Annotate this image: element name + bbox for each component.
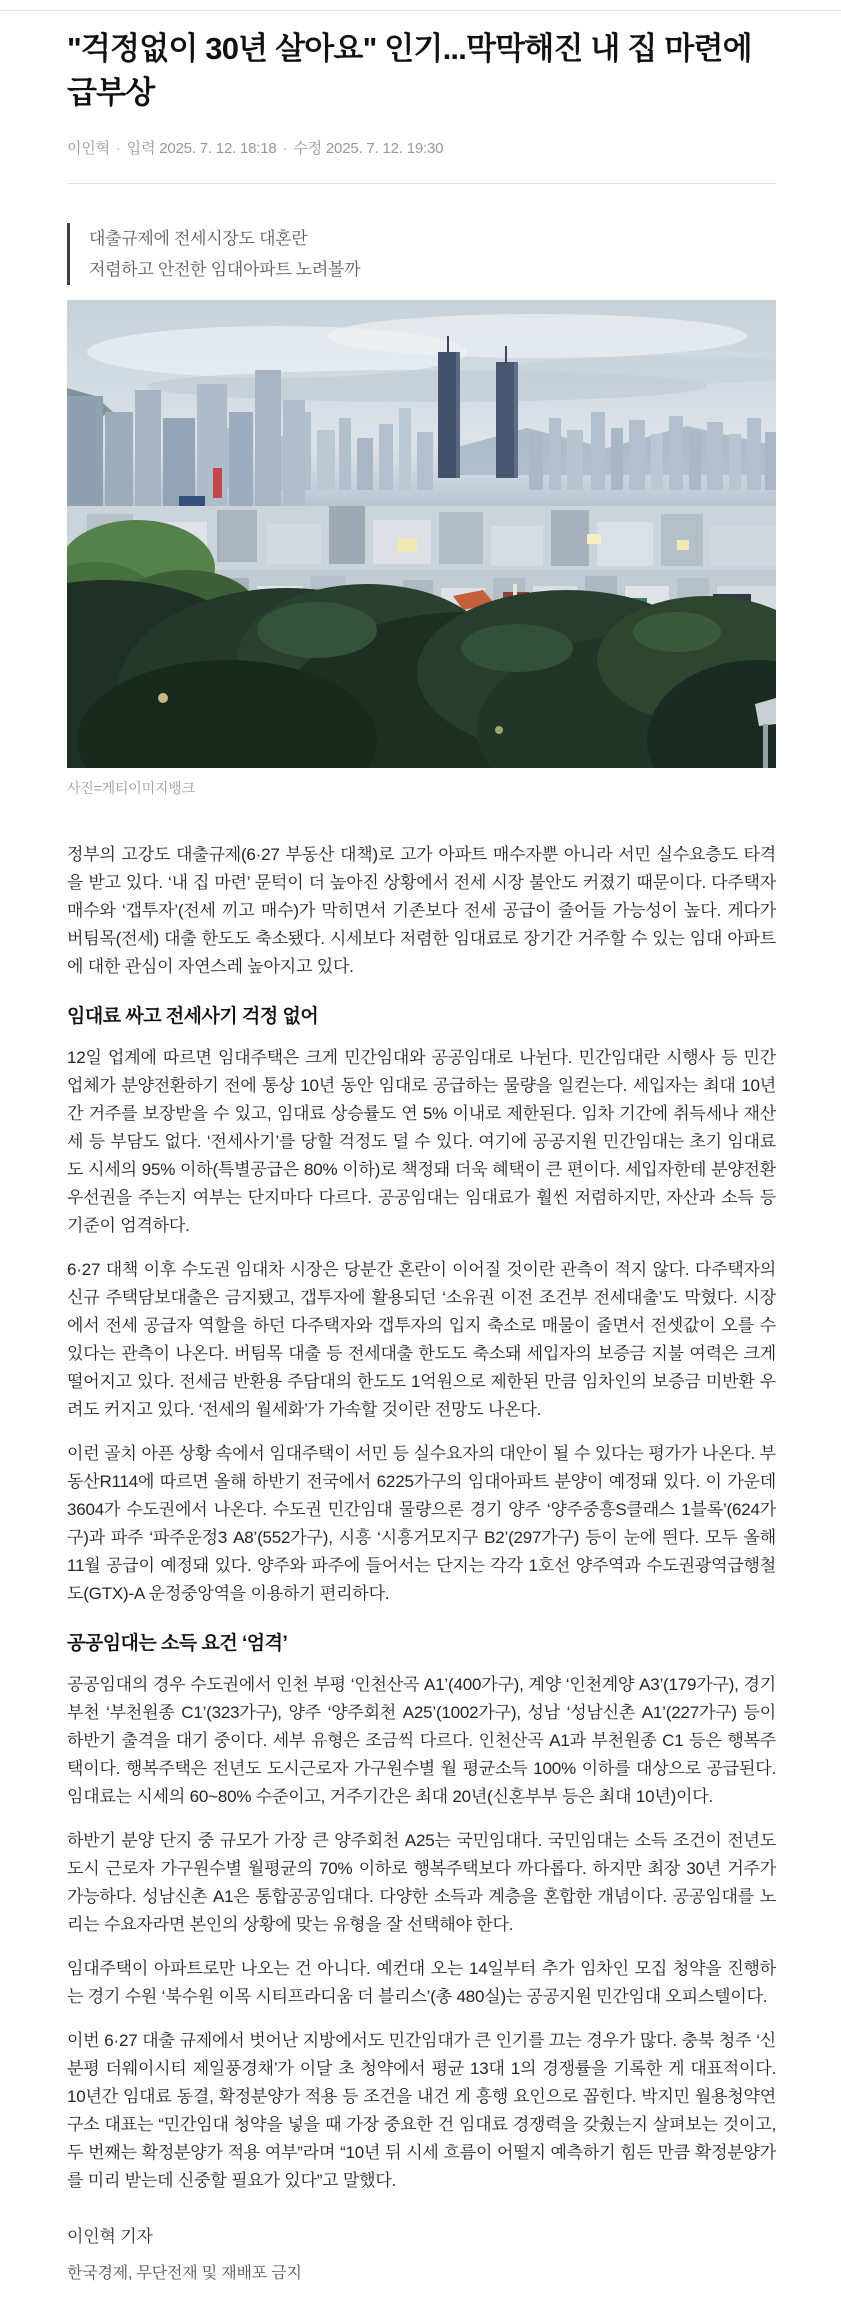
page-title: "걱정없이 30년 살아요" 인기...막막해진 내 집 마련에 급부상 — [67, 31, 752, 110]
lede-quote-line: 대출규제에 전세시장도 대혼란 — [89, 229, 308, 248]
cityscape-photo-illustration — [67, 300, 776, 768]
article-container — [67, 0, 776, 2283]
article-paragraph: 12일 업계에 따르면 임대주택은 크게 민간임대와 공공임대로 나뉜다. 민간임대란 시행사 등 민간 업체가 분양전환하기 전에 통상 10년 동안 임대로 공급하는 물량을 일컫는다. 세입자는 최대 10년간 거주를 보장받을 수 있고, 임대료 상승률도 연 5% 이내로 제한된다. 임차 기간에 취득세나 재산세 등 부담도 없다. ‘전세사기’를 당할 걱정도 덜 수 있다. 여기에 공공지원 민간임대는 초기 임대료도 시세의 95% 이하(특별공급은 80% 이하)로 책정돼 더욱 혜택이 큰 편이다. 세입자한테 분양전환 우선권을 주는지 여부는 단지마다 다르다. 공공임대는 임대료가 훨씬 저렴하지만, 자산과 소득 등 기준이 엄격하다. — [67, 1048, 776, 1235]
article-paragraph: 임대주택이 아파트로만 나오는 건 아니다. 예컨대 오는 14일부터 추가 임차인 모집 청약을 진행하는 경기 수원 ‘북수원 이목 시티프라디움 더 블리스’(총 480실)는 공공지원 민간임대 오피스텔이다. — [67, 1959, 776, 2006]
byline-published: 입력 2025. 7. 12. 18:18 — [126, 140, 277, 157]
lede-quote — [67, 223, 776, 285]
article-photo — [67, 300, 776, 768]
reporter-name: 이인혁 기자 — [67, 2227, 153, 2246]
article-paragraph: 6·27 대책 이후 수도권 임대차 시장은 당분간 혼란이 이어질 것이란 관측이 적지 않다. 다주택자의 신규 주택담보대출은 금지됐고, 갭투자에 활용되던 ‘소유권 이전 조건부 전세대출’도 막혔다. 시장에서 전세 공급자 역할을 하던 다주택자와 갭투자의 입지 축소로 매물이 줄면서 전셋값이 오를 수 있다는 관측이 나온다. 버팀목 대출 등 전세대출 한도도 축소돼 세입자의 보증금 지불 여력은 크게 떨어지고 있다. 전세금 반환용 주담대의 한도도 1억원으로 제한된 만큼 임차인의 보증금 미반환 우려도 커지고 있다. ‘전세의 월세화’가 가속할 것이란 전망도 나온다. — [67, 1260, 776, 1419]
section-heading: 공공임대는 소득 요건 ‘엄격’ — [67, 1633, 288, 1654]
copyright-notice: 한국경제, 무단전재 및 재배포 금지 — [67, 2265, 302, 2282]
byline — [67, 137, 776, 158]
article-figure — [67, 300, 776, 798]
page-top-divider — [0, 10, 841, 11]
article-paragraph: 하반기 분양 단지 중 규모가 가장 큰 양주회천 A25는 국민임대다. 국민임대는 소득 조건이 전년도 도시 근로자 가구원수별 월평균의 70% 이하로 행복주택보다 까다롭다. 하지만 최장 30년 거주가 가능하다. 성남신촌 A1은 통합공공임대다. 다양한 소득과 계층을 혼합한 개념이다. 공공임대를 노리는 수요자라면 본인의 상황에 맞는 유형을 잘 선택해야 한다. — [67, 1831, 776, 1934]
photo-caption: 사진=게티이미지뱅크 — [67, 780, 195, 796]
article-paragraph: 정부의 고강도 대출규제(6·27 부동산 대책)로 고가 아파트 매수자뿐 아니라 서민 실수요층도 타격을 받고 있다. ‘내 집 마련’ 문턱이 더 높아진 상황에서 전세 시장 불안도 커졌기 때문이다. 다주택자 매수와 ‘갭투자’(전세 끼고 매수)가 막히면서 기존보다 전세 공급이 줄어들 가능성이 높다. 게다가 버팀목(전세) 대출 한도도 축소됐다. 시세보다 저렴한 임대료로 장기간 거주할 수 있는 임대 아파트에 대한 관심이 자연스레 높아지고 있다. — [67, 845, 776, 976]
article-paragraph: 이런 골치 아픈 상황 속에서 임대주택이 서민 등 실수요자의 대안이 될 수 있다는 평가가 나온다. 부동산R114에 따르면 올해 하반기 전국에서 6225가구의 임대아파트 분양이 예정돼 있다. 이 가운데 3604가 수도권에서 나온다. 수도권 민간임대 물량으론 경기 양주 ‘양주중흥S클래스 1블록’(624가구)과 파주 ‘파주운정3 A8’(552가구), 시흥 ‘시흥거모지구 B2’(297가구) 등이 눈에 띈다. 모두 올해 11월 공급이 예정돼 있다. 양주와 파주에 들어서는 단지는 각각 1호선 양주역과 수도권광역급행철도(GTX)-A 운정중앙역을 이용하기 편리하다. — [67, 1444, 776, 1603]
byline-author: 이인혁 — [67, 140, 110, 157]
byline-separator: · — [282, 140, 288, 157]
article-paragraph: 공공임대의 경우 수도권에서 인천 부평 ‘인천산곡 A1’(400가구), 계양 ‘인천계양 A3’(179가구), 경기 부천 ‘부천원종 C1’(323가구), 양주 ‘양주회천 A25’(1002가구), 성남 ‘성남신촌 A1’(227가구) 등이 하반기 출격을 대기 중이다. 세부 유형은 조금씩 다르다. 인천산곡 A1과 부천원종 C1 등은 행복주택이다. 행복주택은 전년도 도시근로자 가구원수별 월 평균소득 100% 이하를 대상으로 공급된다. 임대료는 시세의 60~80% 수준이고, 거주기간은 최대 20년(신혼부부 등은 최대 10년)이다. — [67, 1675, 776, 1806]
byline-separator: · — [115, 140, 121, 157]
article-paragraph: 이번 6·27 대출 규제에서 벗어난 지방에서도 민간임대가 큰 인기를 끄는 경우가 많다. 충북 청주 ‘신분평 더웨이시티 제일풍경채’가 이달 초 청약에서 평균 13대 1의 경쟁률을 기록한 게 대표적이다. 10년간 임대료 동결, 확정분양가 적용 등 조건을 내건 게 흥행 요인으로 꼽힌다. 박지민 월용청약연구소 대표는 “민간임대 청약을 넣을 때 가장 중요한 건 임대료 경쟁력을 갖췄는지 살펴보는 것이고, 두 번째는 확정분양가 적용 여부”라며 “10년 뒤 시세 흐름이 어떨지 예측하기 힘든 만큼 확정분양가를 미리 받는데 신중할 필요가 있다”고 말했다. — [67, 2031, 776, 2190]
lede-quote-line: 저렴하고 안전한 임대아파트 노려볼까 — [89, 260, 361, 279]
byline-updated: 수정 2025. 7. 12. 19:30 — [293, 140, 444, 157]
section-heading: 임대료 싸고 전세사기 걱정 없어 — [67, 1006, 319, 1027]
header-divider — [67, 183, 776, 184]
